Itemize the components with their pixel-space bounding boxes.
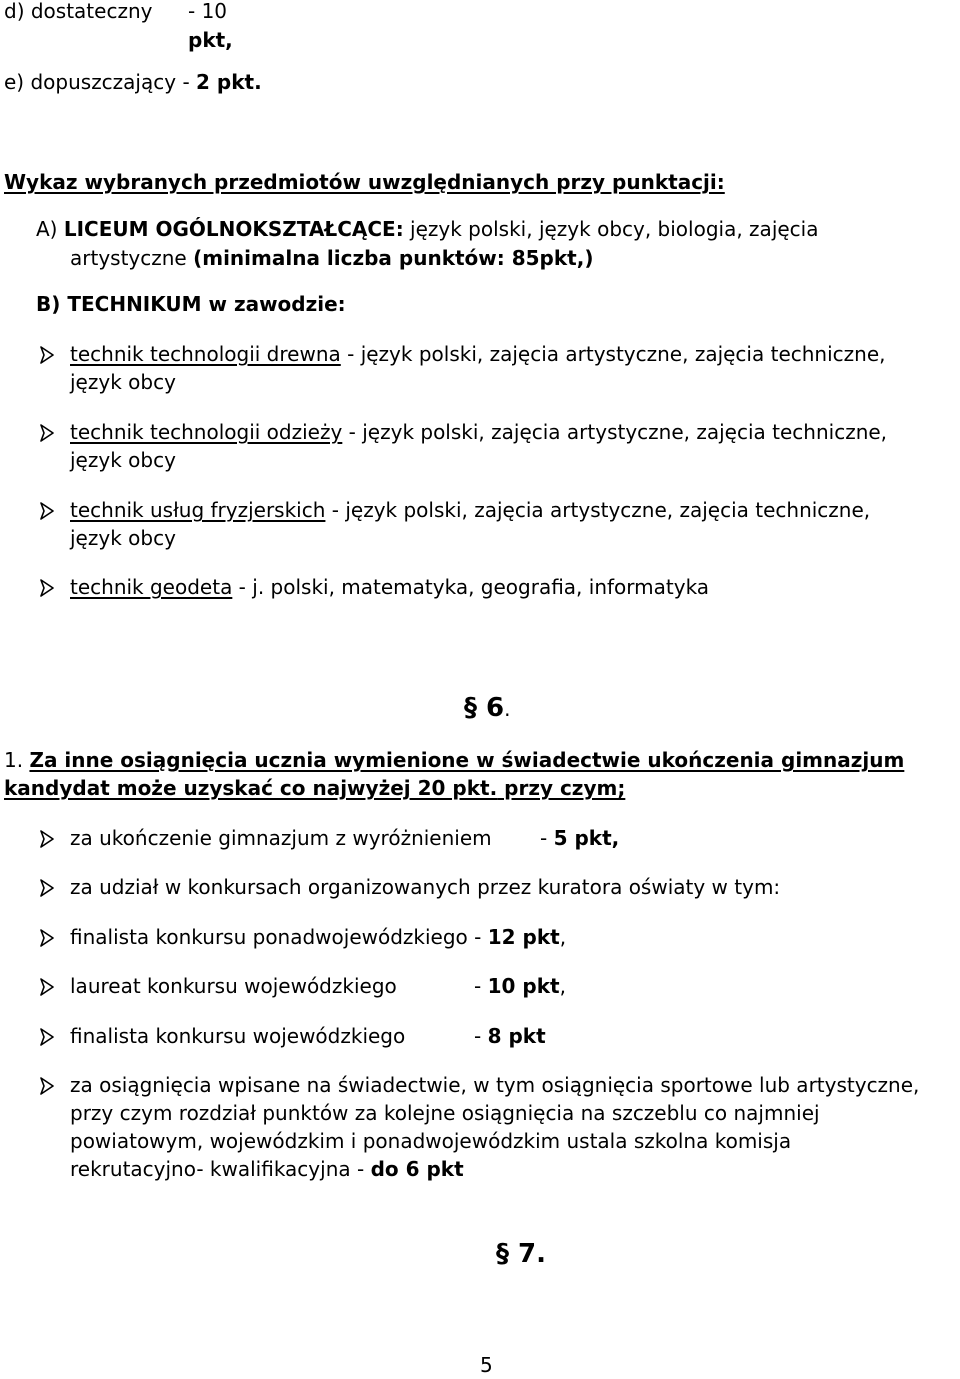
point-1-line1: 1. Za inne osiągnięcia ucznia wymienione w świadectwie ukończenia gimnazjum	[4, 748, 905, 772]
award-label: finalista konkursu ponadwojewódzkiego - 12 pkt,	[70, 925, 567, 949]
arrow-bullet-icon	[40, 879, 54, 897]
arrow-bullet-icon	[40, 929, 54, 947]
section-b-title: B) TECHNIKUM w zawodzie:	[36, 292, 346, 316]
arrow-bullet-icon	[40, 502, 54, 520]
award-value: - 8 pkt	[474, 1024, 546, 1048]
grade-d-value: - 10	[188, 0, 228, 23]
award-value: - 5 pkt,	[540, 826, 620, 850]
section-a-line2: artystyczne (minimalna liczba punktów: 85pkt,)	[70, 246, 594, 270]
award-label: za udział w konkursach organizowanych przez kuratora oświaty w tym:	[70, 875, 781, 899]
award-value: - 10 pkt,	[474, 974, 566, 998]
list-item-cont: język obcy	[70, 448, 176, 472]
arrow-bullet-icon	[40, 978, 54, 996]
arrow-bullet-icon	[40, 830, 54, 848]
arrow-bullet-icon	[40, 346, 54, 364]
grade-e: e) dopuszczający - 2 pkt.	[4, 70, 262, 94]
arrow-bullet-icon	[40, 1028, 54, 1046]
list-item: technik technologii drewna - język polski, zajęcia artystyczne, zajęcia techniczne,	[70, 342, 886, 366]
arrow-bullet-icon	[40, 1077, 54, 1095]
achievements-line4: rekrutacyjno- kwalifikacyjna - do 6 pkt	[70, 1157, 464, 1181]
section-6-heading: § 6.	[464, 693, 511, 723]
list-item-cont: język obcy	[70, 526, 176, 550]
award-label: za ukończenie gimnazjum z wyróżnieniem	[70, 826, 492, 850]
list-item: technik technologii odzieży - język polski, zajęcia artystyczne, zajęcia techniczne,	[70, 420, 888, 444]
arrow-bullet-icon	[40, 579, 54, 597]
grade-d-label: d) dostateczny	[4, 0, 153, 23]
award-label: laureat konkursu wojewódzkiego	[70, 974, 397, 998]
list-item: technik geodeta - j. polski, matematyka, geografia, informatyka	[70, 575, 710, 599]
grade-d-unit: pkt,	[188, 28, 233, 52]
point-1-line2: kandydat może uzyskać co najwyżej 20 pkt. przy czym;	[4, 776, 626, 800]
list-item: technik usług fryzjerskich - język polski, zajęcia artystyczne, zajęcia techniczne,	[70, 498, 871, 522]
achievements-line1: za osiągnięcia wpisane na świadectwie, w tym osiągnięcia sportowe lub artystyczne,	[70, 1073, 920, 1097]
list-heading: Wykaz wybranych przedmiotów uwzględnianych przy punktacji:	[4, 170, 725, 194]
achievements-line3: powiatowym, wojewódzkim i ponadwojewódzkim ustala szkolna komisja	[70, 1129, 792, 1153]
achievements-line2: przy czym rozdział punktów za kolejne osiągnięcia na szczeblu co najmniej	[70, 1101, 820, 1125]
list-item-cont: język obcy	[70, 370, 176, 394]
award-label: finalista konkursu wojewódzkiego	[70, 1024, 406, 1048]
section-7-heading: § 7.	[496, 1239, 547, 1269]
section-a-line1: A) LICEUM OGÓLNOKSZTAŁCĄCE: język polski, język obcy, biologia, zajęcia	[36, 217, 819, 241]
page-number: 5	[480, 1353, 493, 1377]
arrow-bullet-icon	[40, 424, 54, 442]
